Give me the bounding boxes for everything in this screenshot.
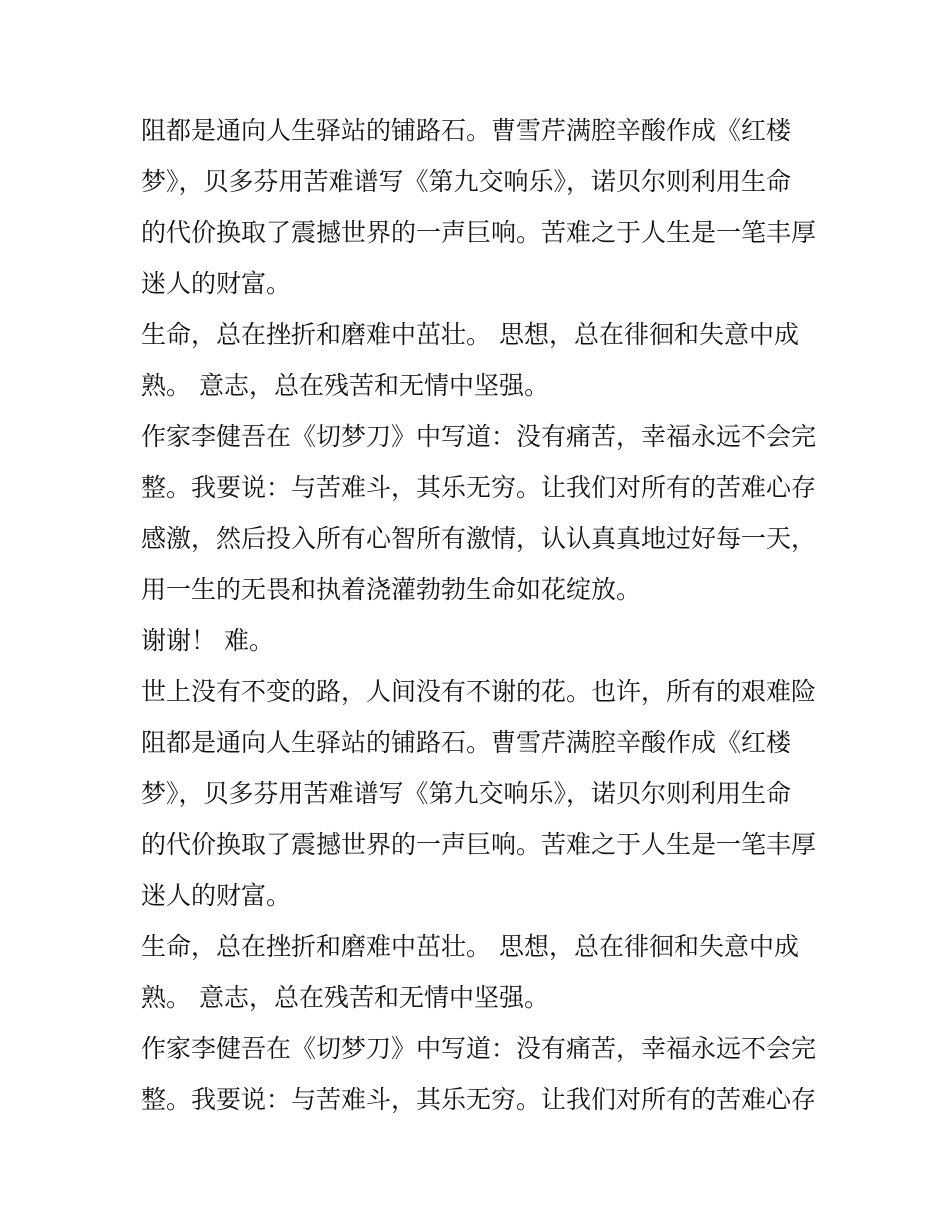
text-line: 梦》，贝多芬用苦难谱写《第九交响乐》，诺贝尔则利用生命 [141,167,792,196]
text-line: 的代价换取了震撼世界的一声巨响。苦难之于人生是一笔丰厚 [141,830,817,859]
document-body [141,105,821,1125]
text-line: 生命，总在挫折和磨难中茁壮。 思想，总在徘徊和失意中成 [141,932,799,961]
text-line: 整。我要说：与苦难斗，其乐无穷。让我们对所有的苦难心存 [141,1085,817,1114]
text-line: 梦》，贝多芬用苦难谱写《第九交响乐》，诺贝尔则利用生命 [141,779,792,808]
text-line: 迷人的财富。 [141,269,292,298]
text-line: 作家李健吾在《切梦刀》中写道：没有痛苦，幸福永远不会完 [141,1034,817,1063]
text-line: 熟。 意志，总在残苦和无情中坚强。 [141,371,549,400]
text-line: 迷人的财富。 [141,881,292,910]
text-line: 感激，然后投入所有心智所有激情，认认真真地过好每一天， [141,524,817,553]
text-line: 用一生的无畏和执着浇灌勃勃生命如花绽放。 [141,575,642,604]
text-line: 阻都是通向人生驿站的铺路石。曹雪芹满腔辛酸作成《红楼 [141,116,792,145]
text-line: 世上没有不变的路，人间没有不谢的花。也许，所有的艰难险 [141,677,817,706]
text-line: 的代价换取了震撼世界的一声巨响。苦难之于人生是一笔丰厚 [141,218,817,247]
text-line: 作家李健吾在《切梦刀》中写道：没有痛苦，幸福永远不会完 [141,422,817,451]
text-line: 整。我要说：与苦难斗，其乐无穷。让我们对所有的苦难心存 [141,473,817,502]
text-line: 熟。 意志，总在残苦和无情中坚强。 [141,983,549,1012]
text-line: 生命，总在挫折和磨难中茁壮。 思想，总在徘徊和失意中成 [141,320,799,349]
text-line: 谢谢！ 难。 [141,626,274,655]
text-line: 阻都是通向人生驿站的铺路石。曹雪芹满腔辛酸作成《红楼 [141,728,792,757]
